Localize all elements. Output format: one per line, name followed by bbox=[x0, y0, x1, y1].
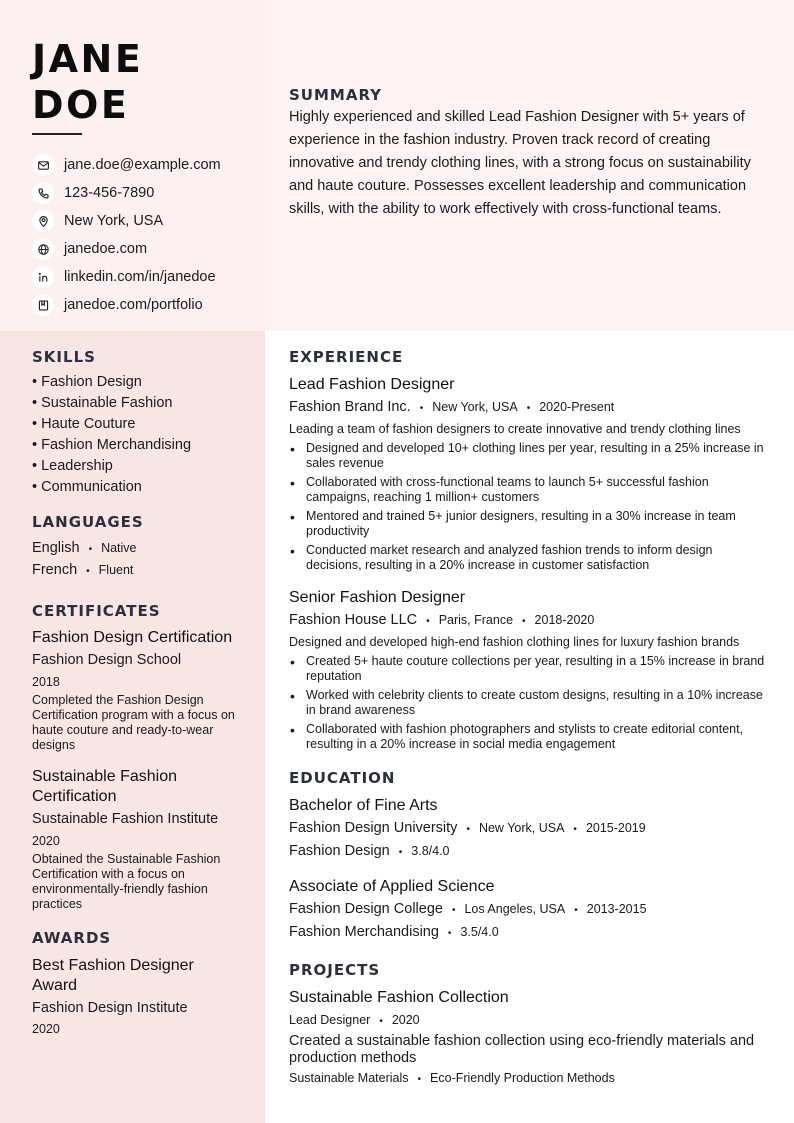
language-level: Native bbox=[101, 541, 137, 555]
contact-linkedin bbox=[32, 263, 221, 291]
languages-heading: LANGUAGES bbox=[32, 513, 144, 531]
education-item bbox=[289, 877, 769, 943]
education-meta bbox=[289, 900, 769, 920]
school-name: Fashion Design University bbox=[289, 820, 458, 836]
bullet-text: Collaborated with cross-functional teams to launch 5+ successful fashion campaigns, reaching 1 million+ customers bbox=[306, 475, 709, 504]
list-item bbox=[289, 543, 769, 573]
degree-title: Bachelor of Fine Arts bbox=[289, 797, 438, 814]
skill-item: • Haute Couture bbox=[32, 416, 136, 432]
list-item bbox=[289, 475, 769, 505]
certificate-title: Sustainable Fashion Certification bbox=[32, 768, 177, 805]
separator-dot: • bbox=[447, 928, 452, 939]
bullet-text: Conducted market research and analyzed fashion trends to inform design decisions, resulting in a 20% increase in customer satisfaction bbox=[306, 543, 713, 572]
job-summary: Leading a team of fashion designers to create innovative and trendy clothing lines bbox=[289, 422, 741, 436]
portfolio-text[interactable]: janedoe.com/portfolio bbox=[64, 297, 203, 313]
award-year: 2020 bbox=[32, 1022, 60, 1036]
contact-location bbox=[32, 207, 221, 235]
bullet-dot: • bbox=[290, 722, 295, 738]
education-dates: 2015-2019 bbox=[585, 821, 646, 835]
project-year: 2020 bbox=[391, 1013, 420, 1027]
phone-icon bbox=[32, 182, 54, 204]
school-location: New York, USA bbox=[478, 821, 565, 835]
certificate-description: Obtained the Sustainable Fashion Certification with a focus on environmentally-friendly fashion practices bbox=[32, 852, 221, 911]
job-bullets bbox=[289, 441, 769, 573]
bullet-dot: • bbox=[290, 654, 295, 670]
separator-dot: • bbox=[417, 1074, 422, 1085]
skills-list bbox=[32, 372, 237, 498]
linkedin-icon bbox=[32, 266, 54, 288]
bullet-text: Worked with celebrity clients to create custom designs, resulting in a 10% increase in brand awareness bbox=[306, 688, 763, 717]
certificate-year: 2018 bbox=[32, 675, 60, 689]
name-divider bbox=[32, 133, 82, 135]
bullet-dot: • bbox=[290, 688, 295, 704]
skill-item: • Fashion Design bbox=[32, 374, 142, 390]
skill-item: • Communication bbox=[32, 479, 142, 495]
job-company: Fashion House LLC bbox=[289, 612, 418, 628]
education-meta bbox=[289, 819, 769, 839]
contact-list bbox=[32, 151, 221, 319]
separator-dot: • bbox=[426, 616, 430, 627]
field-of-study: Fashion Design bbox=[289, 843, 390, 859]
education-field-row bbox=[289, 923, 769, 943]
experience-item bbox=[289, 588, 769, 752]
list-item bbox=[289, 509, 769, 539]
separator-dot: • bbox=[86, 566, 90, 577]
list-item bbox=[289, 688, 769, 718]
language-row bbox=[32, 538, 237, 560]
skill-item: • Leadership bbox=[32, 458, 113, 474]
separator-dot: • bbox=[522, 616, 526, 627]
job-meta bbox=[289, 611, 769, 631]
bullet-dot: • bbox=[290, 543, 295, 559]
language-row bbox=[32, 560, 237, 582]
job-location: Paris, France bbox=[438, 613, 514, 627]
job-meta bbox=[289, 398, 769, 418]
project-role: Lead Designer bbox=[289, 1013, 371, 1027]
list-item bbox=[289, 441, 769, 471]
bullet-text: Mentored and trained 5+ junior designers, resulting in a 30% increase in team productivity bbox=[306, 509, 736, 538]
certificate-title: Fashion Design Certification bbox=[32, 629, 233, 646]
portfolio-icon bbox=[32, 294, 54, 316]
contact-website bbox=[32, 235, 221, 263]
gpa: 3.8/4.0 bbox=[411, 844, 450, 858]
list-item bbox=[289, 722, 769, 752]
website-text[interactable]: janedoe.com bbox=[64, 241, 148, 257]
globe-icon bbox=[32, 238, 54, 260]
first-name: JANE bbox=[32, 37, 144, 81]
education-item bbox=[289, 796, 769, 862]
skill-item: • Sustainable Fashion bbox=[32, 395, 173, 411]
certificate-issuer: Fashion Design School bbox=[32, 652, 182, 668]
certificate-description: Completed the Fashion Design Certification program with a focus on haute couture and ready-to-wear designs bbox=[32, 693, 235, 752]
award-item bbox=[32, 956, 237, 1037]
language-level: Fluent bbox=[98, 563, 134, 577]
email-text[interactable]: jane.doe@example.com bbox=[64, 157, 221, 173]
job-bullets bbox=[289, 654, 769, 752]
separator-dot: • bbox=[526, 403, 531, 414]
contact-email bbox=[32, 151, 221, 179]
gpa: 3.5/4.0 bbox=[460, 925, 499, 939]
projects-heading: PROJECTS bbox=[289, 961, 381, 979]
certificate-issuer: Sustainable Fashion Institute bbox=[32, 811, 219, 827]
location-icon bbox=[32, 210, 54, 232]
certificates-heading: CERTIFICATES bbox=[32, 602, 161, 620]
bullet-dot: • bbox=[290, 509, 295, 525]
school-name: Fashion Design College bbox=[289, 901, 443, 917]
job-title: Senior Fashion Designer bbox=[289, 589, 466, 606]
bullet-text: Collaborated with fashion photographers and stylists to create editorial content, resulting in a 20% increase in social media engagement bbox=[306, 722, 744, 751]
contact-phone bbox=[32, 179, 221, 207]
right-column bbox=[289, 348, 769, 1089]
job-summary: Designed and developed high-end fashion clothing lines for luxury fashion brands bbox=[289, 635, 740, 649]
separator-dot: • bbox=[419, 403, 424, 414]
phone-text[interactable]: 123-456-7890 bbox=[64, 185, 155, 201]
mail-icon bbox=[32, 154, 54, 176]
project-description: Created a sustainable fashion collection using eco-friendly materials and production methods bbox=[289, 1033, 755, 1066]
separator-dot: • bbox=[451, 905, 456, 916]
separator-dot: • bbox=[574, 905, 578, 916]
bullet-text: Created 5+ haute couture collections per year, resulting in a 15% increase in brand reputation bbox=[306, 654, 765, 683]
location-text: New York, USA bbox=[64, 213, 164, 229]
school-location: Los Angeles, USA bbox=[464, 902, 566, 916]
language-name: English bbox=[32, 540, 80, 556]
job-location: New York, USA bbox=[432, 400, 518, 414]
project-tag: Eco-Friendly Production Methods bbox=[430, 1071, 615, 1085]
summary-text: Highly experienced and skilled Lead Fashion Designer with 5+ years of experience in the fashion industry. Proven track record of creating innovative and trendy clothing lines, with a strong focus on sustainability and haute couture. Possesses excellent leadership and communication skills, with the ability to work effectively with cross-functional teams. bbox=[289, 109, 751, 217]
project-tags bbox=[289, 1069, 769, 1089]
job-company: Fashion Brand Inc. bbox=[289, 399, 411, 415]
certificate-year: 2020 bbox=[32, 834, 60, 848]
contact-portfolio bbox=[32, 291, 221, 319]
education-field-row bbox=[289, 842, 769, 862]
bullet-dot: • bbox=[290, 441, 295, 457]
certificate-item bbox=[32, 628, 237, 753]
left-column bbox=[32, 348, 237, 1037]
skills-heading: SKILLS bbox=[32, 348, 96, 366]
awards-heading: AWARDS bbox=[32, 929, 112, 947]
education-heading: EDUCATION bbox=[289, 769, 396, 787]
language-name: French bbox=[32, 562, 78, 578]
project-item bbox=[289, 988, 769, 1089]
list-item bbox=[289, 654, 769, 684]
job-dates: 2020-Present bbox=[539, 400, 615, 414]
field-of-study: Fashion Merchandising bbox=[289, 924, 439, 940]
separator-dot: • bbox=[573, 824, 577, 835]
certificate-item bbox=[32, 767, 237, 912]
last-name: DOE bbox=[32, 83, 130, 127]
bullet-text: Designed and developed 10+ clothing lines per year, resulting in a 25% increase in sales revenue bbox=[306, 441, 764, 470]
job-dates: 2018-2020 bbox=[534, 613, 595, 627]
summary-heading: SUMMARY bbox=[289, 86, 383, 104]
project-title: Sustainable Fashion Collection bbox=[289, 989, 509, 1006]
skill-item: • Fashion Merchandising bbox=[32, 437, 192, 453]
project-tag: Sustainable Materials bbox=[289, 1071, 409, 1085]
bullet-dot: • bbox=[290, 475, 295, 491]
full-name bbox=[32, 36, 143, 128]
separator-dot: • bbox=[379, 1016, 383, 1027]
separator-dot: • bbox=[88, 544, 93, 555]
separator-dot: • bbox=[466, 824, 470, 835]
linkedin-text[interactable]: linkedin.com/in/janedoe bbox=[64, 269, 216, 285]
project-meta bbox=[289, 1011, 769, 1031]
award-issuer: Fashion Design Institute bbox=[32, 1000, 188, 1016]
experience-item bbox=[289, 375, 769, 573]
education-dates: 2013-2015 bbox=[586, 902, 647, 916]
experience-heading: EXPERIENCE bbox=[289, 348, 404, 366]
award-title: Best Fashion Designer Award bbox=[32, 957, 194, 994]
separator-dot: • bbox=[398, 847, 403, 858]
degree-title: Associate of Applied Science bbox=[289, 878, 495, 895]
job-title: Lead Fashion Designer bbox=[289, 376, 455, 393]
